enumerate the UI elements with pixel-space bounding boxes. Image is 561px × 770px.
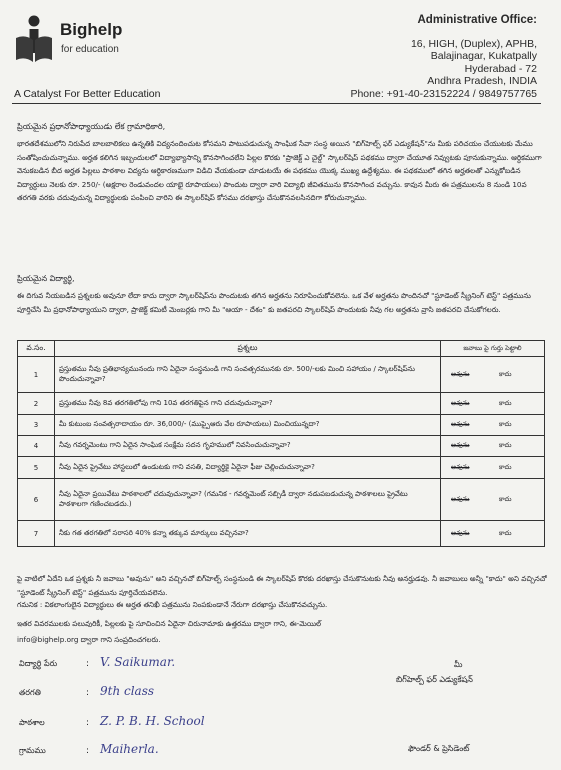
note-line: గమనిక : వికలాంగులైన విద్యార్థులు ఈ అర్హత తనిఖీ పత్రమును నింపకుండానే నేరుగా దరఖాస్తు చేసుకొనవచ్చును.	[17, 600, 328, 609]
answer-cell[interactable]	[441, 479, 545, 521]
colon: :	[86, 746, 90, 756]
answer-no-ticked: కాదు	[499, 369, 512, 378]
office-title: Administrative Office:	[417, 14, 537, 26]
row-number: 7	[18, 521, 55, 547]
address-line: 16, HIGH, (Duplex), APHB,	[410, 37, 537, 50]
signoff-yours: మీ	[454, 660, 463, 669]
answer-no-ticked: కాదు	[499, 441, 512, 449]
table-row	[18, 415, 545, 436]
answer-yes-crossed: అవును	[451, 398, 470, 407]
contact-paragraph: ఇతర వివరములకు పలువురికీ, పిల్లలకు పై సూచించిన ఏదైనా చిరునామాకు ఉత్తరము ద్వారా గాని, ఈ-మెయిల్	[17, 619, 322, 628]
answer-cell[interactable]	[441, 393, 545, 415]
answer-cell[interactable]	[441, 457, 545, 479]
village-label: గ్రామము	[19, 746, 46, 755]
table-header-row	[18, 341, 545, 357]
bighelp-logo-icon	[14, 14, 54, 66]
answer-cell[interactable]	[441, 521, 545, 547]
answer-no-ticked: కాదు	[499, 494, 512, 503]
answer-no-ticked: కాదు	[499, 398, 512, 407]
table-row	[18, 521, 545, 547]
answer-cell[interactable]	[441, 415, 545, 436]
column-header-sno: వ.సం.	[18, 341, 55, 357]
answer-no-ticked: కాదు	[499, 528, 512, 537]
eligibility-table	[17, 340, 545, 547]
answer-cell[interactable]	[441, 436, 545, 457]
question-text: నీవు ఏదైన ప్రైవేటు హాస్టలులో ఉండుటకు గాని వసతి, విద్యార్థికై ఏదైనా ఫీజు చెల్లించుచున్నావా?	[55, 457, 441, 479]
question-text: ప్రస్తుతము నీవు 8వ తరగతిలోపు గాని 10వ తరగతిపైన గాని చదువుచున్నావా?	[55, 393, 441, 415]
school-field[interactable]: Z. P. B. H. School	[100, 714, 205, 728]
answer-yes-crossed: అవును	[451, 441, 470, 449]
answer-yes-crossed: అవును	[451, 462, 470, 471]
question-text: నీవు గవర్నమెంటు గాని ఏదైన సాంఘిక సంక్షేమ సదన గృహములో నివసించుచున్నావా?	[55, 436, 441, 457]
instructions-paragraph: ఈ దిగువ నీయబడిన ప్రశ్నలకు అవునూ లేదా కాదు ద్వారా స్కాలర్‌షిప్‌ను పొందుటకు తగిన అర్హతను నిరూపించుకోవలెను. ఒక వేళ అర్హతను పొందినచో "స్టూడెంట్ స్క్రీనింగ్ టెస్ట్" పత్రమును పూర్తిచేసి మీ ప్రధానోపాధ్యాయుని ద్వారా, ప్రాజెక్ట్ కమిటీ మెంబర్లకు గాని మీ "ఆయా - దేశం" కు జతపరచి స్కాలర్‌షిప్ పొందుటకు నీవు గల అర్హతను వ్రాసి జతపరచి చేసుకోగలరు.	[17, 291, 531, 314]
brand-subtitle: for education	[61, 44, 119, 55]
row-number: 1	[18, 357, 55, 393]
phone-line: Phone: +91-40-23152224 / 9849757765	[350, 87, 537, 100]
answer-cell[interactable]	[441, 357, 545, 393]
student-greeting: ప్రియమైన విద్యార్థి,	[17, 274, 75, 283]
question-text: మీ కుటుంబ సంవత్సరాదాయం రూ. 36,000/- (ముప్పైఆరు వేల రూపాయలు) మించియున్నదా?	[55, 415, 441, 436]
village-field[interactable]: Maiherla.	[100, 742, 159, 756]
row-number: 3	[18, 415, 55, 436]
office-address	[350, 14, 537, 100]
intro-paragraph: భారతదేశములోని నిరుపేద బాలబాలికలు ఉన్నతికి విద్యనందించుట కోసమని పాటుపడుచున్న సాంఘిక సేవా సంస్థ అయిన "బిగ్‌హెల్ప్ ఫర్ ఎడ్యుకేషన్"ను మీకు పరిచయం చేయుటకు మేము సంతోషించుచున్నాము. అర్హత కలిగిన ఇబ్బందులలో విద్యాభ్యాసాన్ని కొనసాగించలేని పిల్లల కొరకు "ప్రాజెక్ట్ ఎ చైల్డ్" స్కాలర్‌షిప్ పథకము ద్వారా చేయూత నివ్వుటకు పూనుకున్నాము. ఆర్థికముగా వెనుకబడిన బీద అర్హత పిల్లలు పాఠశాల విద్యను ఆర్థికారణముగా విడిచి వేయకుండా చూడుటయే ఈ పథకము యొక్క ముఖ్య ఉద్దేశ్యము. ఈ పథకములో తగిన అర్హతలతో ఎన్నుకోబడిన విద్యార్థులు నెలకు రూ. 250/- (అక్షరాల రెండువందల యాభై రూపాయలు) పొందుట ద్వారా వారి విద్యాభి జీవితమును కొనసాగించ వచ్చును. కావున మీరు ఈ పత్రములను 8 నుండి 10వ తరగతి వరకు చదువుచున్న విద్యార్థులకు పంపించి వారిని ఈ స్కాలర్‌షిప్ కోసము దరఖాస్తు చేసుకొనవలసినదిగా కోరుచున్నాము.	[17, 139, 542, 203]
name-field[interactable]: V. Saikumar.	[100, 655, 176, 669]
contact-email-line: info@bighelp.org ద్వారా గాని సంప్రదించగలరు.	[17, 635, 161, 644]
class-field[interactable]: 9th class	[100, 684, 155, 698]
tagline: A Catalyst For Better Education	[14, 88, 161, 100]
brand-name: Bighelp	[60, 20, 123, 39]
answer-yes-crossed: అవును	[451, 494, 470, 503]
row-number: 2	[18, 393, 55, 415]
column-header-answer: జవాబు పై గుర్తు పెట్టాలి	[441, 341, 545, 357]
address-line: Andhra Pradesh, INDIA	[427, 75, 537, 87]
address-line: Hyderabad - 72	[464, 62, 537, 75]
colon: :	[86, 718, 90, 728]
table-row	[18, 436, 545, 457]
address-line: Balajinagar, Kukatpally	[430, 50, 537, 62]
question-text: ప్రస్తుతము నీవు ప్రతిభాన్యమునందు గాని ఏదైనా సంస్థనుండి గాని సంవత్సరమునకు రూ. 500/-లకు మించి సహాయం / స్కాలర్‌షిప్‌ను పొందుచున్నావా?	[55, 357, 441, 393]
class-label: తరగతి	[19, 688, 41, 697]
question-text: నీవు ఏదైనా ప్రయివేటు పాఠశాలలో చదువుచున్నావా? (గమనిక - గవర్నమెంట్ సబ్సిడీ ద్వారా నడుపబడుచున్న పాఠశాలలు ప్రైవేటు పాఠశాలగా గణించబడదు.)	[55, 479, 441, 521]
column-header-question: ప్రశ్నలు	[55, 341, 441, 357]
table-row	[18, 457, 545, 479]
signoff-role: ఫౌండర్ & ప్రెసిడెంట్	[408, 744, 470, 753]
answer-no-ticked: కాదు	[499, 462, 512, 471]
table-row	[18, 357, 545, 393]
disqualification-paragraph: పై వాటిలో ఏదేని ఒక ప్రశ్నకు నీ జవాబు "అవును" అని వచ్చినచో బిగ్‌హెల్ప్ సంస్థనుండి ఈ స్కాలర్‌షిప్ కొరకు దరఖాస్తు చేసుకొనుటకు నీవు అనర్హుడవు. నీ జవాబులు అన్నీ "కాదు" అని వచ్చినచో "స్టూడెంట్ స్క్రీనింగ్ టెస్ట్" పత్రమును పూర్తిచేయవలెను.	[17, 574, 547, 597]
row-number: 6	[18, 479, 55, 521]
salutation: ప్రియమైన ప్రధానోపాధ్యాయుడు లేక గ్రామాధికారి,	[17, 122, 166, 131]
colon: :	[86, 688, 90, 698]
table-row	[18, 479, 545, 521]
answer-no-ticked: కాదు	[499, 420, 512, 428]
name-label: విద్యార్థి పేరు	[19, 659, 58, 668]
signoff-organization: బిగ్‌హెల్ప్ ఫర్ ఎడ్యుకేషన్	[396, 675, 473, 684]
row-number: 5	[18, 457, 55, 479]
answer-yes-crossed: అవును	[451, 420, 470, 428]
answer-yes-crossed: అవును	[451, 528, 470, 537]
table-row	[18, 393, 545, 415]
row-number: 4	[18, 436, 55, 457]
answer-yes-crossed: అవును	[451, 369, 470, 378]
header-divider	[12, 103, 541, 104]
colon: :	[86, 659, 90, 669]
question-text: నీకు గత తరగతిలో సరాసరి 40% కన్నా తక్కువ మార్కులు వచ్చినవా?	[55, 521, 441, 547]
school-label: పాఠశాల	[19, 718, 45, 727]
